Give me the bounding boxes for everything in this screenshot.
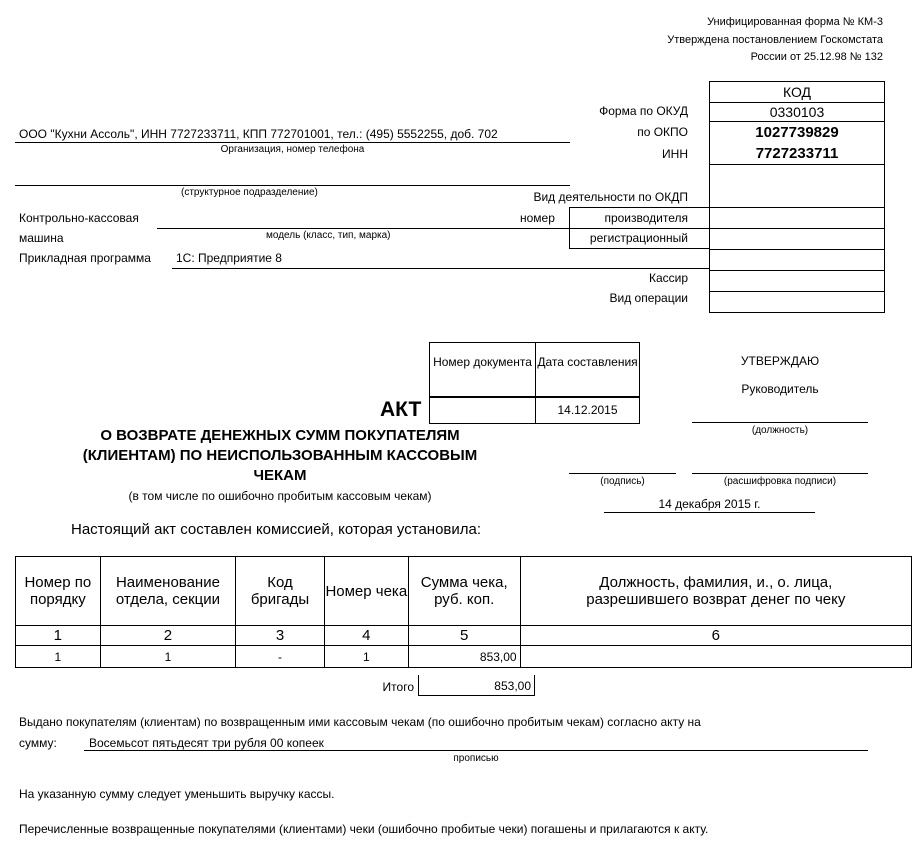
row-check-number: 1 bbox=[324, 646, 408, 668]
document-date-header: Дата составления bbox=[537, 355, 638, 369]
okdp-value bbox=[710, 165, 885, 208]
signature-caption: (подпись) bbox=[600, 476, 645, 487]
total-value: 853,00 bbox=[418, 675, 535, 696]
col-number-2: 2 bbox=[100, 626, 236, 646]
form-line-3: России от 25.12.98 № 132 bbox=[750, 51, 883, 63]
okud-label: Форма по ОКУД bbox=[599, 104, 688, 118]
table-column-numbers-row bbox=[16, 626, 912, 646]
header-authorized-person: Должность, фамилия, и., о. лица, разрешившего возврат денег по чеку bbox=[520, 557, 911, 626]
col-number-4: 4 bbox=[324, 626, 408, 646]
document-number-header: Номер документа bbox=[433, 355, 532, 369]
table-row bbox=[16, 646, 912, 668]
document-date-value: 14.12.2015 bbox=[557, 403, 618, 417]
kkm-caption: модель (класс, тип, марка) bbox=[266, 230, 391, 241]
manufacturer-label: производителя bbox=[604, 211, 688, 225]
row-order-number: 1 bbox=[16, 646, 101, 668]
row-authorized-person bbox=[520, 646, 911, 668]
checks-text: Перечисленные возвращенные покупателями (клиентами) чеки (ошибочно пробитые чеки) погашены и прилагаются к акту. bbox=[19, 822, 709, 836]
issued-text: Выдано покупателям (клиентам) по возвращенным ими кассовым чекам (по ошибочно пробитым чекам) согласно акту на bbox=[19, 715, 701, 729]
header-order-number: Номер по порядку bbox=[16, 557, 101, 626]
codes-table bbox=[709, 81, 885, 313]
division-caption: (структурное подразделение) bbox=[181, 187, 318, 198]
act-subtitle-note: (в том числе по ошибочно пробитым кассовым чекам) bbox=[128, 489, 432, 503]
operation-label: Вид операции bbox=[609, 291, 688, 305]
approve-label: УТВЕРЖДАЮ bbox=[740, 354, 820, 368]
organization-name: ООО "Кухни Ассоль", ИНН 7727233711, КПП 772701001, тел.: (495) 5552255, доб. 702 bbox=[19, 127, 498, 141]
okpo-value: 1027739829 bbox=[710, 122, 885, 143]
sum-words: Восемьсот пятьдесят три рубля 00 копеек bbox=[89, 736, 324, 750]
col-number-6: 6 bbox=[520, 626, 911, 646]
okpo-label: по ОКПО bbox=[637, 125, 688, 139]
approval-date: 14 декабря 2015 г. bbox=[658, 497, 761, 511]
sum-caption: прописью bbox=[453, 753, 499, 764]
row-check-sum: 853,00 bbox=[408, 646, 520, 668]
codes-title: КОД bbox=[710, 82, 885, 103]
act-subtitle-2: (КЛИЕНТАМ) ПО НЕИСПОЛЬЗОВАННЫМ КАССОВЫМ bbox=[82, 447, 478, 464]
registration-label: регистрационный bbox=[589, 231, 688, 245]
manufacturer-number-value bbox=[710, 208, 885, 229]
row-brigade-code: - bbox=[236, 646, 325, 668]
cashier-value bbox=[710, 271, 885, 292]
form-line-1: Унифицированная форма № КМ-3 bbox=[707, 16, 883, 28]
reduce-text: На указанную сумму следует уменьшить выручку кассы. bbox=[19, 787, 335, 801]
col-number-1: 1 bbox=[16, 626, 101, 646]
okud-value: 0330103 bbox=[710, 103, 885, 122]
organization-caption: Организация, номер телефона bbox=[220, 144, 365, 155]
cashier-label: Кассир bbox=[648, 271, 688, 285]
inn-label: ИНН bbox=[662, 147, 688, 161]
program-label: Прикладная программа bbox=[19, 251, 151, 265]
head-label: Руководитель bbox=[741, 382, 819, 396]
header-check-number: Номер чека bbox=[324, 557, 408, 626]
kkm-number-label: номер bbox=[520, 211, 555, 225]
act-title: АКТ bbox=[380, 398, 422, 421]
inn-value: 7727233711 bbox=[710, 142, 885, 165]
program-value: 1С: Предприятие 8 bbox=[176, 251, 282, 265]
row-department: 1 bbox=[100, 646, 236, 668]
position-caption: (должность) bbox=[751, 425, 809, 436]
header-check-sum: Сумма чека, руб. коп. bbox=[408, 557, 520, 626]
header-department: Наименование отдела, секции bbox=[100, 557, 236, 626]
program-code-value bbox=[710, 250, 885, 271]
form-line-2: Утверждена постановлением Госкомстата bbox=[667, 34, 883, 46]
decode-caption: (расшифровка подписи) bbox=[723, 476, 837, 487]
refund-table bbox=[15, 556, 912, 668]
operation-value bbox=[710, 292, 885, 313]
col-number-3: 3 bbox=[236, 626, 325, 646]
kkm-label-2: машина bbox=[19, 231, 64, 245]
registration-number-value bbox=[710, 229, 885, 250]
act-subtitle-3: ЧЕКАМ bbox=[253, 467, 307, 484]
header-brigade-code: Код бригады bbox=[236, 557, 325, 626]
kkm-label-1: Контрольно-кассовая bbox=[19, 211, 139, 225]
table-header-row bbox=[16, 557, 912, 626]
col-number-5: 5 bbox=[408, 626, 520, 646]
act-subtitle-1: О ВОЗВРАТЕ ДЕНЕЖНЫХ СУММ ПОКУПАТЕЛЯМ bbox=[100, 427, 460, 444]
sum-label: сумму: bbox=[19, 736, 57, 750]
total-label: Итого bbox=[382, 680, 414, 694]
okdp-label: Вид деятельности по ОКДП bbox=[533, 190, 688, 204]
commission-text: Настоящий акт составлен комиссией, которая установила: bbox=[71, 521, 482, 538]
